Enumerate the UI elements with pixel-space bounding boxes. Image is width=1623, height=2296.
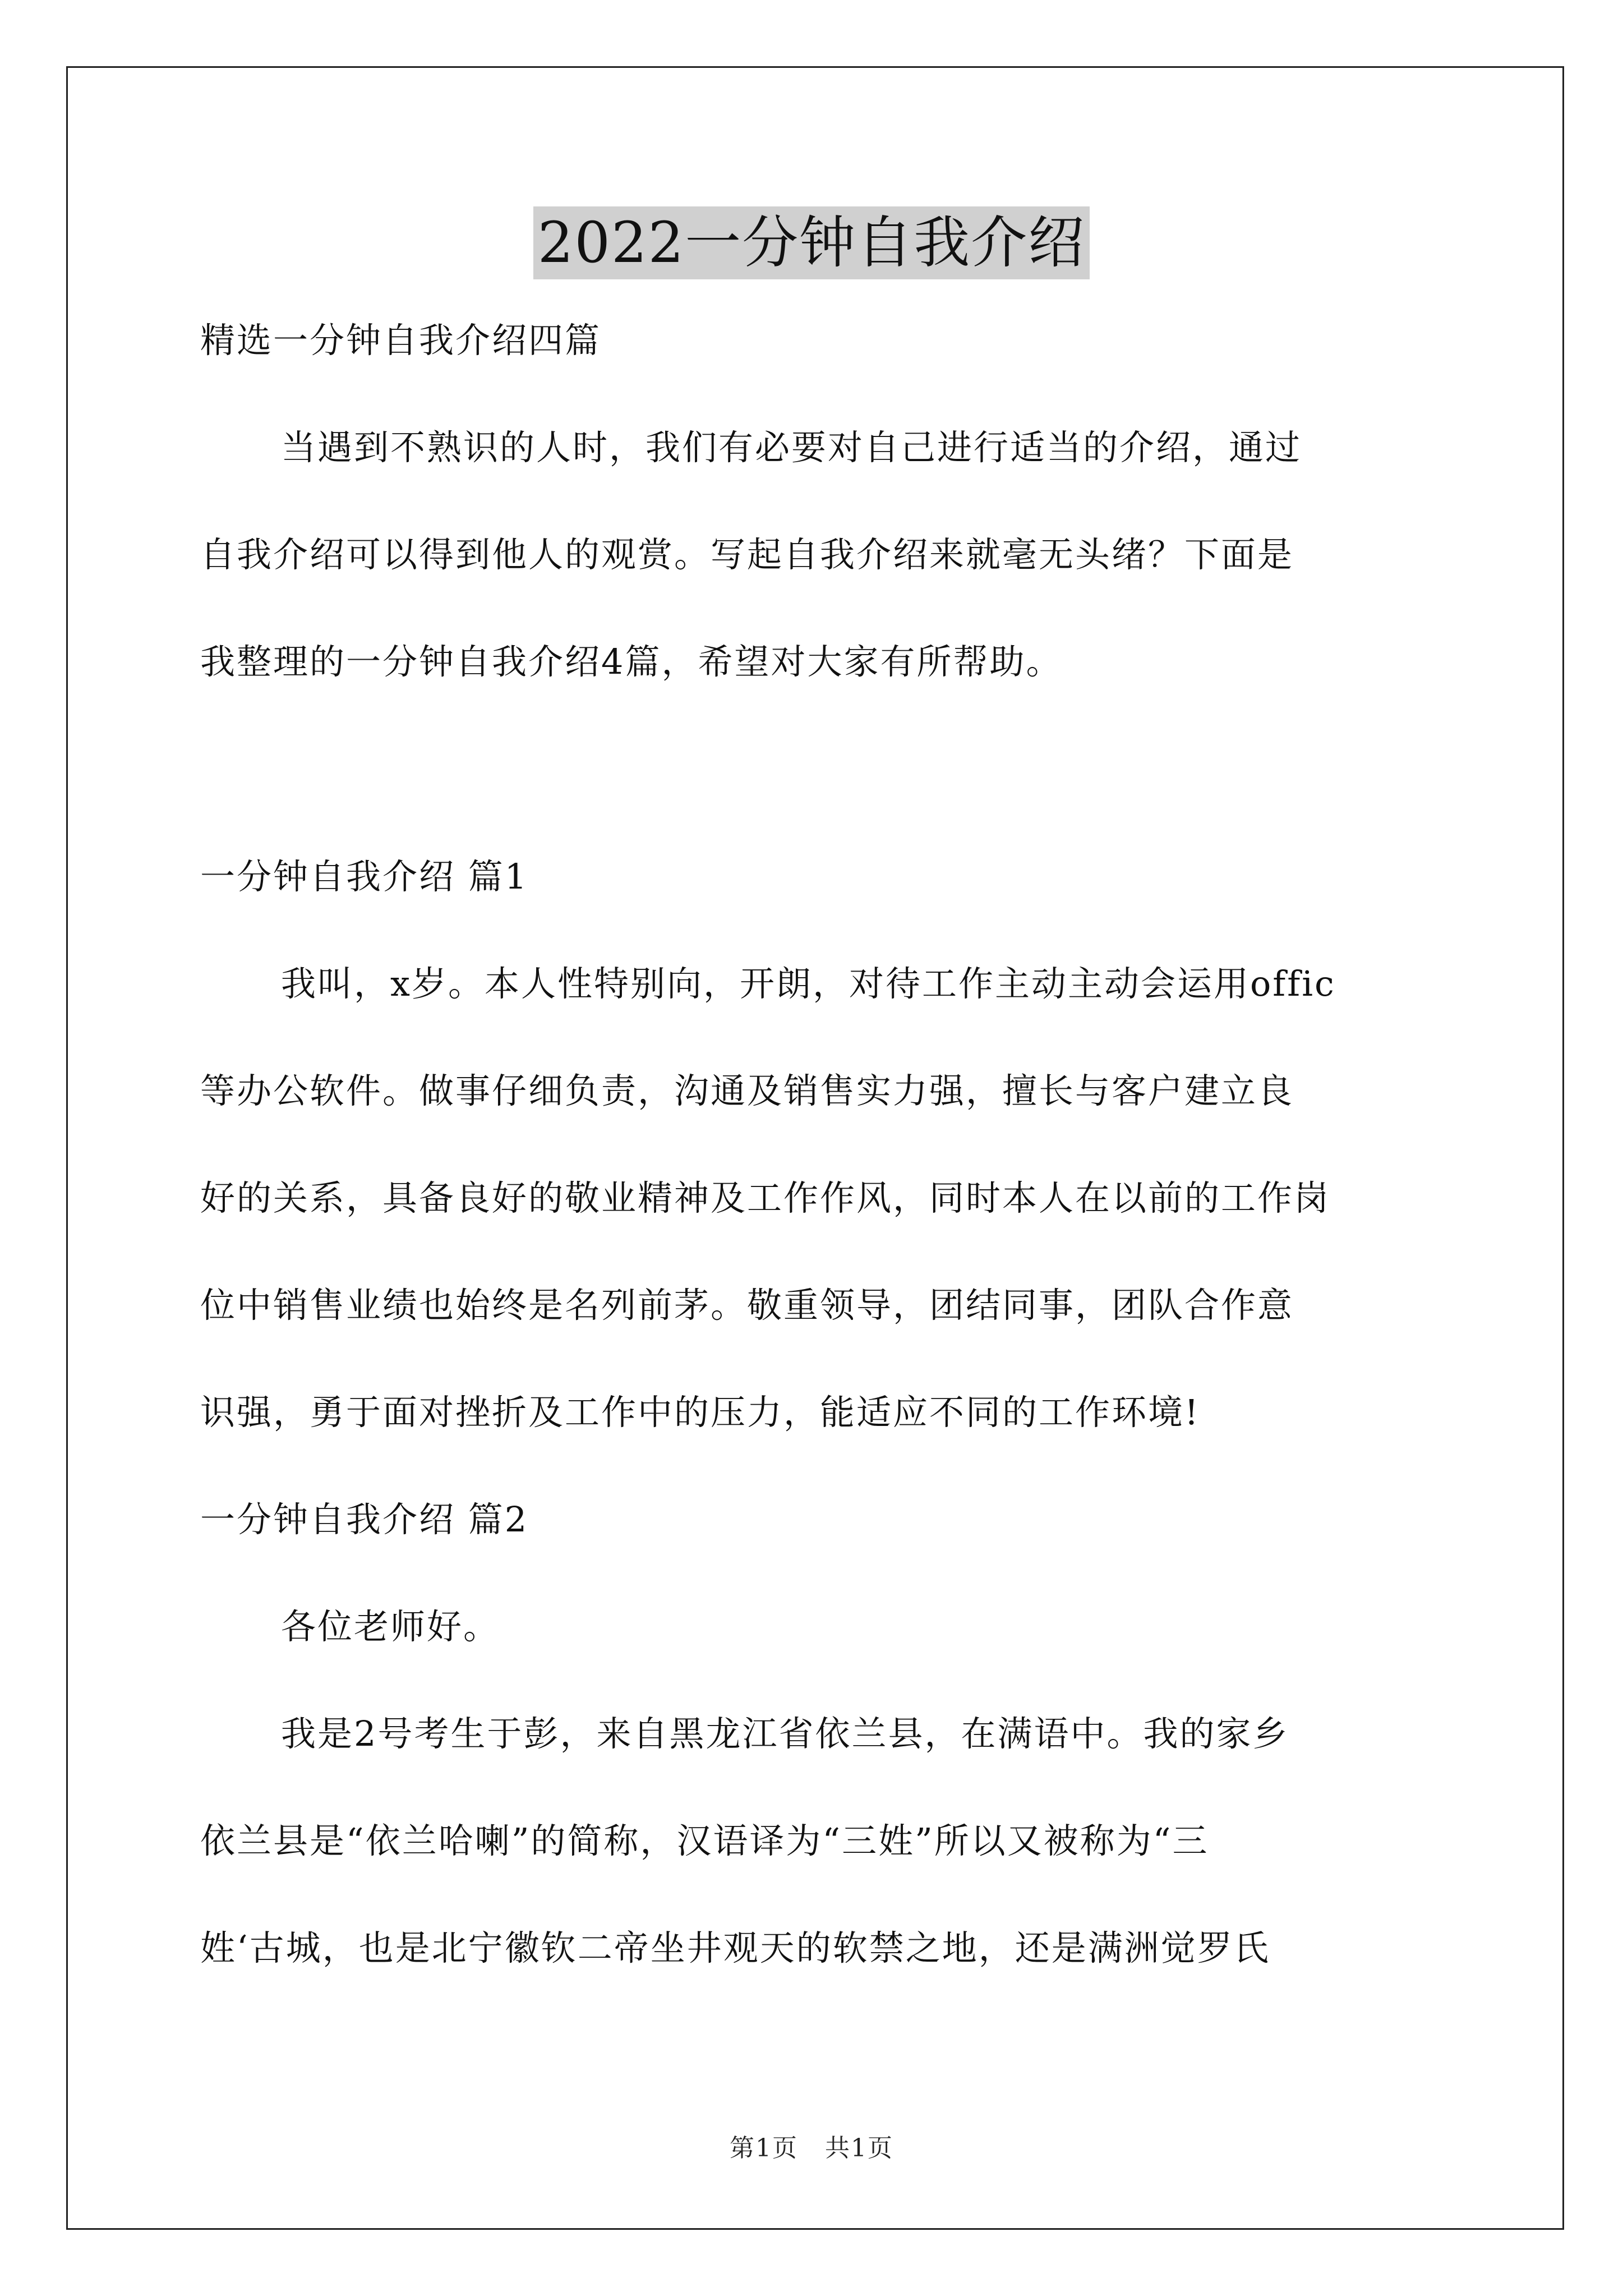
spacer xyxy=(200,1760,1434,1815)
paragraph-line: 等办公软件。做事仔细负责，沟通及销售实力强，擅长与客户建立良 xyxy=(200,1070,1294,1111)
section1-paragraph xyxy=(200,958,1434,1439)
page-total: 共1页 xyxy=(825,2134,893,2162)
spacer xyxy=(200,1653,1434,1708)
spacer xyxy=(200,474,1434,528)
paragraph-line: 好的关系，具备良好的敬业精神及工作作风，同时本人在以前的工作岗 xyxy=(200,1177,1331,1218)
spacer xyxy=(200,1225,1434,1279)
paragraph-line: 我整理的一分钟自我介绍4篇，希望对大家有所帮助。 xyxy=(200,641,1063,682)
paragraph-line: 姓‘古城，也是北宁徽钦二帝坐井观天的软禁之地，还是满洲觉罗氏 xyxy=(200,1927,1270,1968)
spacer xyxy=(200,1546,1434,1600)
page-footer xyxy=(0,2132,1623,2165)
spacer xyxy=(200,796,1434,850)
intro-paragraph xyxy=(200,421,1434,688)
section2-greeting xyxy=(200,1600,1434,1653)
paragraph-line: 识强，勇于面对挫折及工作中的压力，能适应不同的工作环境! xyxy=(200,1392,1200,1433)
spacer xyxy=(200,1332,1434,1386)
paragraph-line: 依兰县是“依兰哈喇”的简称，汉语译为“三姓”所以又被称为“三 xyxy=(200,1820,1209,1861)
section2-paragraph xyxy=(200,1708,1434,1975)
paragraph-line: 自我介绍可以得到他人的观赏。写起自我介绍来就毫无头绪？下面是 xyxy=(200,534,1294,575)
paragraph-line: 各位老师好。 xyxy=(281,1606,500,1647)
document-title: 2022一分钟自我介绍 xyxy=(533,206,1090,279)
paragraph-line: 当遇到不熟识的人时，我们有必要对自己进行适当的介绍，通过 xyxy=(281,427,1302,468)
document-subtitle: 精选一分钟自我介绍四篇 xyxy=(200,320,602,361)
spacer xyxy=(200,367,1434,421)
paragraph-line: 位中销售业绩也始终是名列前茅。敬重领导，团结同事，团队合作意 xyxy=(200,1285,1294,1326)
spacer xyxy=(200,1439,1434,1493)
document-body xyxy=(200,314,1434,1975)
spacer xyxy=(200,1117,1434,1172)
spacer xyxy=(200,1867,1434,1922)
spacer xyxy=(200,903,1434,958)
paragraph-line: 我是2号考生于彭，来自黑龙江省依兰县，在满语中。我的家乡 xyxy=(281,1713,1289,1754)
section-heading-1: 一分钟自我介绍 篇1 xyxy=(200,856,529,897)
page-number: 第1页 xyxy=(730,2134,798,2162)
section-heading-2: 一分钟自我介绍 篇2 xyxy=(200,1499,529,1540)
title-container xyxy=(0,206,1623,279)
paragraph-line: 我叫，x岁。本人性特别向，开朗，对待工作主动主动会运用offic xyxy=(281,963,1336,1004)
spacer xyxy=(200,688,1434,796)
spacer xyxy=(200,1010,1434,1065)
spacer xyxy=(200,581,1434,636)
